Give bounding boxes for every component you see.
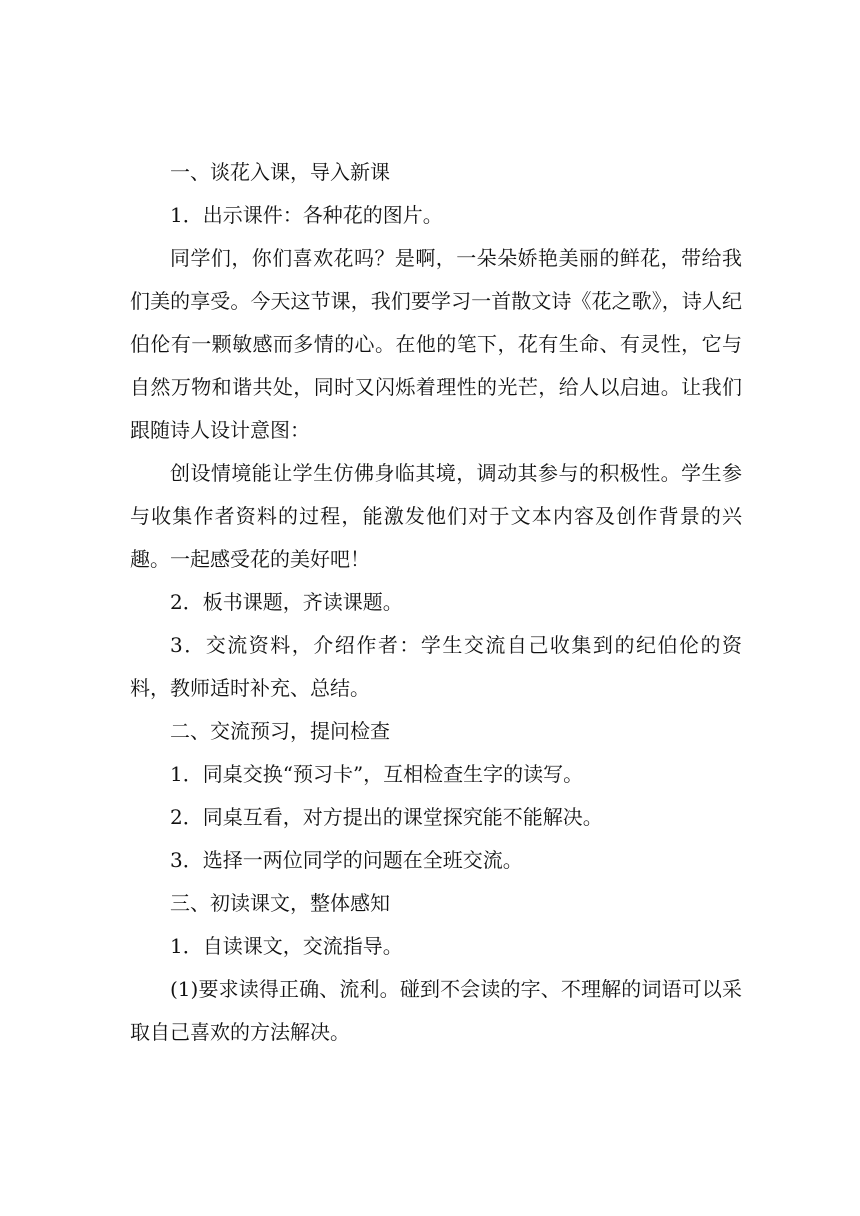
paragraph: 2．板书课题，齐读课题。 — [170, 590, 403, 614]
paragraph: 1．出示课件：各种花的图片。 — [170, 203, 443, 227]
document-body — [130, 151, 742, 1054]
paragraph: 创设情境能让学生仿佛身临其境，调动其参与的积极性。学生参与收集作者资料的过程，能激发他们对于文本内容及创作背景的兴趣。一起感受花的美好吧！ — [130, 461, 742, 571]
paragraph: 同学们，你们喜欢花吗？是啊，一朵朵娇艳美丽的鲜花，带给我们美的享受。今天这节课，我们要学习一首散文诗《花之歌》，诗人纪伯伦有一颗敏感而多情的心。在他的笔下，花有生命、有灵性，它与自然万物和谐共处，同时又闪烁着理性的光芒，给人以启迪。让我们跟随诗人设计意图： — [130, 246, 742, 442]
paragraph: 2．同桌互看，对方提出的课堂探究能不能解决。 — [170, 805, 603, 829]
section-heading: 三、初读课文，整体感知 — [170, 891, 390, 915]
paragraph: 3．交流资料，介绍作者：学生交流自己收集到的纪伯伦的资料，教师适时补充、总结。 — [130, 633, 742, 700]
paragraph: (1)要求读得正确、流利。碰到不会读的字、不理解的词语可以采取自己喜欢的方法解决。 — [130, 977, 742, 1044]
paragraph: 3．选择一两位同学的问题在全班交流。 — [170, 848, 523, 872]
section-heading: 一、谈花入课，导入新课 — [170, 160, 390, 184]
paragraph: 1．同桌交换“预习卡”，互相检查生字的读写。 — [170, 762, 584, 786]
paragraph: 1．自读课文，交流指导。 — [170, 934, 403, 958]
section-heading: 二、交流预习，提问检查 — [170, 719, 390, 743]
